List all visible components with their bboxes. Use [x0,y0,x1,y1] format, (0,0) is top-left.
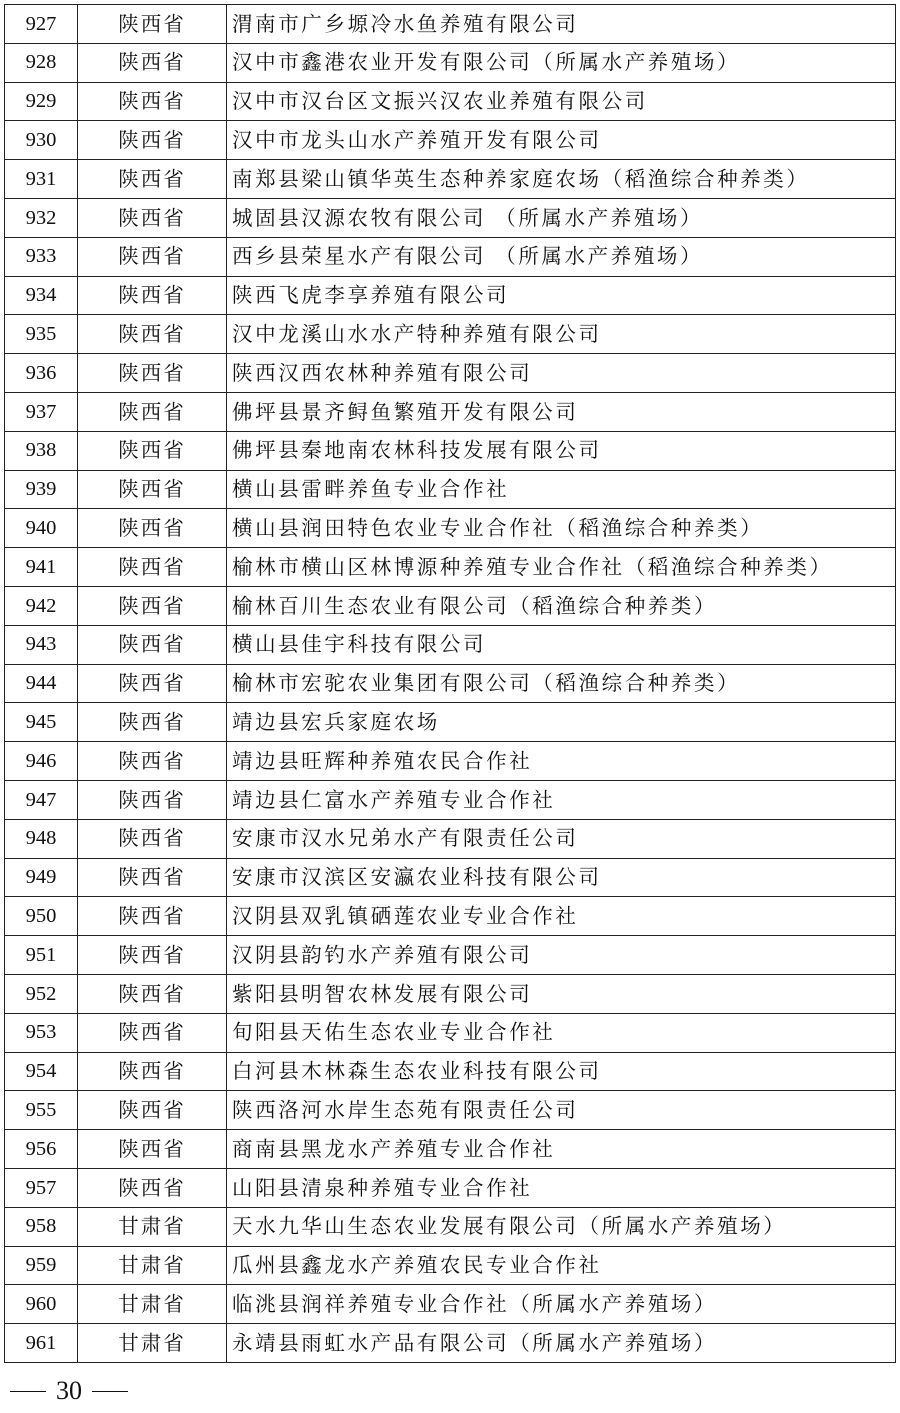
table-row [5,974,896,1013]
row-number: 961 [5,1324,78,1363]
row-company-name: 旬阳县天佑生态农业专业合作社 [227,1013,896,1052]
row-province: 陕西省 [78,1052,227,1091]
footer-dash-right [92,1391,128,1392]
row-number: 949 [5,858,78,897]
row-company-name: 临洮县润祥养殖专业合作社（所属水产养殖场） [227,1285,896,1324]
table-row [5,548,896,587]
row-province: 陕西省 [78,392,227,431]
row-number: 927 [5,5,78,44]
row-number: 953 [5,1013,78,1052]
row-province: 陕西省 [78,780,227,819]
row-number: 931 [5,160,78,199]
row-number: 933 [5,237,78,276]
table-row [5,858,896,897]
row-province: 陕西省 [78,974,227,1013]
row-company-name: 永靖县雨虹水产品有限公司（所属水产养殖场） [227,1324,896,1363]
row-company-name: 靖边县旺辉种养殖农民合作社 [227,742,896,781]
row-number: 957 [5,1168,78,1207]
row-province: 陕西省 [78,198,227,237]
row-company-name: 榆林市横山区林博源种养殖专业合作社（稻渔综合种养类） [227,548,896,587]
row-number: 943 [5,625,78,664]
table-row [5,1285,896,1324]
table-row [5,703,896,742]
row-province: 甘肃省 [78,1285,227,1324]
row-province: 陕西省 [78,897,227,936]
row-province: 陕西省 [78,5,227,44]
row-number: 939 [5,470,78,509]
row-company-name: 榆林市宏驼农业集团有限公司（稻渔综合种养类） [227,664,896,703]
row-number: 950 [5,897,78,936]
row-number: 951 [5,936,78,975]
row-company-name: 汉中市汉台区文振兴汉农业养殖有限公司 [227,82,896,121]
row-number: 946 [5,742,78,781]
row-number: 960 [5,1285,78,1324]
row-company-name: 山阳县清泉种养殖专业合作社 [227,1168,896,1207]
row-company-name: 靖边县仁富水产养殖专业合作社 [227,780,896,819]
row-province: 陕西省 [78,1168,227,1207]
row-company-name: 商南县黑龙水产养殖专业合作社 [227,1130,896,1169]
table-row [5,392,896,431]
row-province: 陕西省 [78,703,227,742]
row-province: 陕西省 [78,276,227,315]
row-company-name: 佛坪县景齐鲟鱼繁殖开发有限公司 [227,392,896,431]
table-row [5,1207,896,1246]
table-row [5,121,896,160]
table-row [5,1168,896,1207]
row-province: 陕西省 [78,664,227,703]
row-company-name: 汉阴县韵钓水产养殖有限公司 [227,936,896,975]
row-company-name: 城固县汉源农牧有限公司 （所属水产养殖场） [227,198,896,237]
row-province: 陕西省 [78,160,227,199]
row-province: 陕西省 [78,1091,227,1130]
row-province: 陕西省 [78,625,227,664]
row-number: 934 [5,276,78,315]
page-footer [10,1376,128,1406]
row-company-name: 渭南市广乡塬冷水鱼养殖有限公司 [227,5,896,44]
row-company-name: 靖边县宏兵家庭农场 [227,703,896,742]
row-number: 959 [5,1246,78,1285]
row-number: 956 [5,1130,78,1169]
row-number: 948 [5,819,78,858]
row-number: 958 [5,1207,78,1246]
table-row [5,1052,896,1091]
row-company-name: 西乡县荣星水产有限公司 （所属水产养殖场） [227,237,896,276]
table-row [5,1246,896,1285]
table-row [5,1013,896,1052]
row-number: 935 [5,315,78,354]
enterprise-list-table [4,4,896,1363]
row-company-name: 陕西汉西农林种养殖有限公司 [227,354,896,393]
row-number: 937 [5,392,78,431]
row-province: 陕西省 [78,237,227,276]
row-province: 陕西省 [78,819,227,858]
row-province: 甘肃省 [78,1324,227,1363]
table-row [5,315,896,354]
table-body [5,5,896,1363]
row-company-name: 汉中龙溪山水水产特种养殖有限公司 [227,315,896,354]
table-row [5,198,896,237]
table-row [5,742,896,781]
row-number: 930 [5,121,78,160]
row-number: 945 [5,703,78,742]
row-number: 936 [5,354,78,393]
row-company-name: 佛坪县秦地南农林科技发展有限公司 [227,431,896,470]
row-number: 940 [5,509,78,548]
table-row [5,470,896,509]
row-province: 陕西省 [78,354,227,393]
row-province: 陕西省 [78,586,227,625]
footer-dash-left [10,1391,46,1392]
table-row [5,897,896,936]
row-province: 陕西省 [78,936,227,975]
row-province: 陕西省 [78,1013,227,1052]
table-row [5,780,896,819]
row-number: 929 [5,82,78,121]
table-row [5,625,896,664]
page-number: 30 [56,1376,82,1405]
row-province: 甘肃省 [78,1246,227,1285]
row-company-name: 紫阳县明智农林发展有限公司 [227,974,896,1013]
row-number: 954 [5,1052,78,1091]
row-company-name: 安康市汉水兄弟水产有限责任公司 [227,819,896,858]
table-row [5,276,896,315]
row-province: 陕西省 [78,315,227,354]
row-number: 952 [5,974,78,1013]
row-number: 942 [5,586,78,625]
table-row [5,431,896,470]
row-company-name: 汉阴县双乳镇硒莲农业专业合作社 [227,897,896,936]
row-province: 陕西省 [78,431,227,470]
row-company-name: 瓜州县鑫龙水产养殖农民专业合作社 [227,1246,896,1285]
row-number: 941 [5,548,78,587]
row-province: 陕西省 [78,858,227,897]
table-row [5,5,896,44]
row-company-name: 汉中市鑫港农业开发有限公司（所属水产养殖场） [227,43,896,82]
row-company-name: 安康市汉滨区安瀛农业科技有限公司 [227,858,896,897]
table-row [5,237,896,276]
row-number: 928 [5,43,78,82]
row-number: 944 [5,664,78,703]
table-row [5,509,896,548]
table-row [5,586,896,625]
table-row [5,819,896,858]
row-company-name: 陕西洛河水岸生态苑有限责任公司 [227,1091,896,1130]
row-company-name: 陕西飞虎李享养殖有限公司 [227,276,896,315]
table-row [5,43,896,82]
row-number: 947 [5,780,78,819]
row-province: 陕西省 [78,1130,227,1169]
row-province: 陕西省 [78,509,227,548]
row-company-name: 南郑县梁山镇华英生态种养家庭农场（稻渔综合种养类） [227,160,896,199]
row-company-name: 汉中市龙头山水产养殖开发有限公司 [227,121,896,160]
row-province: 陕西省 [78,548,227,587]
row-company-name: 横山县佳宇科技有限公司 [227,625,896,664]
table-row [5,160,896,199]
row-company-name: 横山县润田特色农业专业合作社（稻渔综合种养类） [227,509,896,548]
row-province: 陕西省 [78,742,227,781]
row-company-name: 榆林百川生态农业有限公司（稻渔综合种养类） [227,586,896,625]
row-company-name: 横山县雷畔养鱼专业合作社 [227,470,896,509]
row-province: 陕西省 [78,82,227,121]
row-province: 甘肃省 [78,1207,227,1246]
table-row [5,936,896,975]
table-row [5,82,896,121]
table-row [5,1091,896,1130]
table-row [5,1130,896,1169]
row-number: 955 [5,1091,78,1130]
row-province: 陕西省 [78,470,227,509]
row-company-name: 白河县木林森生态农业科技有限公司 [227,1052,896,1091]
table-row [5,1324,896,1363]
row-province: 陕西省 [78,43,227,82]
table-row [5,664,896,703]
table-row [5,354,896,393]
row-number: 938 [5,431,78,470]
row-company-name: 天水九华山生态农业发展有限公司（所属水产养殖场） [227,1207,896,1246]
row-number: 932 [5,198,78,237]
row-province: 陕西省 [78,121,227,160]
